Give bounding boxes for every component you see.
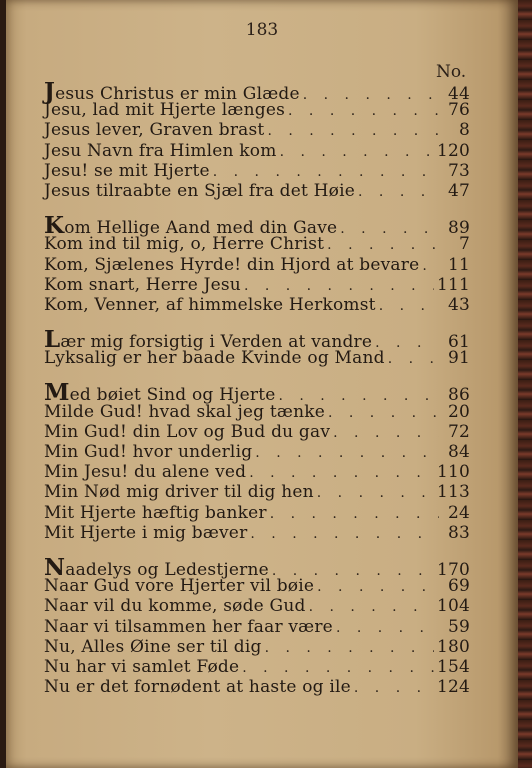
book-edge [518, 0, 532, 768]
hymn-number: 89 [447, 218, 470, 239]
hymn-title [44, 523, 247, 543]
hymn-number: 120 [436, 140, 470, 161]
hymn-title-initial: K [44, 254, 57, 275]
hymn-number: 11 [447, 254, 470, 275]
dot-leader [265, 640, 434, 656]
index-entry [44, 100, 470, 120]
page-number: 183 [245, 20, 279, 40]
hymn-title-initial: M [44, 379, 70, 407]
hymn-title [44, 637, 262, 657]
dot-leader [242, 660, 434, 676]
index-letter-group [44, 553, 470, 698]
hymn-title-initial: M [44, 482, 62, 503]
hymn-title-initial: J [44, 180, 52, 201]
hymn-title-initial: L [44, 326, 61, 354]
hymn-title-text: esu! se mit Hjerte [51, 160, 210, 181]
hymn-title-text: om Hellige Aand med din Gave [64, 218, 338, 239]
hymn-title-text: u, Alles Øine ser til dig [59, 636, 262, 657]
index-entry [44, 657, 470, 677]
hymn-number: 84 [447, 442, 470, 462]
hymn-title-text: om, Sjælenes Hyrde! din Hjord at bevare [56, 254, 420, 275]
index-entry [44, 326, 470, 354]
dot-leader [244, 278, 434, 294]
hymn-title-initial: N [44, 553, 66, 581]
book-page [6, 0, 518, 768]
index-entry [44, 275, 470, 295]
hymn-title-text: ær mig forsigtig i Verden at vandre [60, 332, 373, 353]
index-letter-group [44, 80, 470, 201]
dot-leader [250, 526, 439, 542]
hymn-title [44, 617, 333, 637]
dot-leader [354, 680, 434, 696]
dot-leader [358, 184, 439, 200]
hymn-title-initial: M [44, 502, 62, 523]
hymn-title [44, 442, 252, 462]
hymn-title-text: in Gud! hvor underlig [61, 442, 253, 462]
index-entry [44, 677, 470, 697]
dot-leader [309, 599, 434, 615]
hymn-number: 72 [447, 421, 470, 442]
hymn-number: 24 [447, 502, 470, 523]
hymn-title-text: it Hjerte hæftig banker [61, 502, 267, 523]
hymn-title-text: aar vi tilsammen her faar være [59, 616, 333, 637]
hymn-title-initial: K [44, 274, 57, 295]
hymn-title [44, 596, 306, 616]
hymn-number: 73 [447, 160, 470, 181]
hymn-title-initial: N [44, 596, 60, 617]
index-letter-group [44, 214, 470, 315]
index-entry [44, 141, 470, 161]
index-entry [44, 553, 470, 581]
hymn-title-text: in Jesu! du alene ved [61, 462, 247, 483]
hymn-number: 111 [436, 274, 470, 295]
hymn-title [44, 402, 325, 422]
hymn-title [44, 657, 239, 677]
hymn-number: 43 [447, 294, 470, 315]
hymn-number: 7 [458, 234, 470, 255]
hymn-title-text: in Nød mig driver til dig hen [61, 482, 314, 503]
hymn-title [44, 503, 267, 523]
dot-leader [317, 485, 434, 501]
hymn-title [44, 100, 285, 120]
hymn-number: 86 [447, 385, 470, 406]
dot-leader [336, 620, 439, 636]
dot-leader [317, 579, 439, 595]
hymn-number: 91 [447, 348, 470, 369]
hymn-title-text: aar Gud vore Hjerter vil bøie [59, 576, 315, 597]
hymn-title-text: ilde Gud! hvad skal jeg tænke [61, 401, 325, 422]
hymn-title [44, 462, 246, 482]
hymn-title-initial: M [44, 442, 62, 462]
dot-leader [333, 425, 439, 441]
hymn-title-initial: J [44, 120, 52, 141]
dot-leader [303, 87, 439, 103]
hymn-title-initial: K [44, 212, 65, 240]
hymn-title-initial: J [44, 160, 52, 181]
index-entry [44, 422, 470, 442]
index-entry [44, 348, 470, 368]
hymn-title-text: om ind til mig, o, Herre Christ [56, 234, 325, 255]
hymn-title [44, 677, 351, 697]
index-entry [44, 637, 470, 657]
hymn-index-list [44, 80, 470, 710]
index-entry [44, 503, 470, 523]
hymn-title-initial: N [44, 636, 60, 657]
hymn-number: 69 [447, 576, 470, 597]
hymn-number: 104 [436, 596, 470, 617]
dot-leader [422, 258, 439, 274]
hymn-number: 83 [447, 522, 470, 543]
hymn-title-initial: J [44, 100, 52, 121]
hymn-title-text: esus tilraabte en Sjæl fra det Høie [51, 180, 356, 201]
hymn-title [44, 255, 419, 275]
hymn-title-initial: M [44, 421, 62, 442]
hymn-number: 154 [436, 656, 470, 677]
hymn-number: 110 [436, 462, 470, 483]
hymn-number: 124 [436, 677, 470, 698]
hymn-title [44, 161, 210, 181]
hymn-title-initial: N [44, 616, 60, 637]
index-entry [44, 617, 470, 637]
index-entry [44, 402, 470, 422]
hymn-number: 76 [447, 100, 470, 121]
index-entry [44, 295, 470, 315]
index-entry [44, 462, 470, 482]
index-entry [44, 78, 470, 105]
dot-leader [280, 144, 434, 160]
dot-leader [379, 298, 439, 314]
hymn-number: 113 [436, 482, 470, 503]
hymn-title-text: esus Christus er min Glæde [55, 84, 300, 104]
hymn-title [44, 576, 314, 596]
hymn-number: 44 [447, 84, 470, 104]
hymn-title [44, 422, 330, 442]
index-entry [44, 161, 470, 181]
index-entry [44, 212, 470, 240]
hymn-number: 20 [447, 401, 470, 422]
hymn-title-text: aar vil du komme, søde Gud [59, 596, 306, 617]
hymn-title [44, 141, 277, 161]
dot-leader [340, 221, 439, 237]
hymn-title-text: in Gud! din Lov og Bud du gav [61, 421, 331, 442]
hymn-number: 8 [458, 120, 470, 141]
index-entry [44, 596, 470, 616]
index-letter-group [44, 328, 470, 368]
dot-leader [213, 164, 439, 180]
hymn-title-text: it Hjerte i mig bæver [61, 522, 248, 543]
hymn-title [44, 181, 355, 201]
dot-leader [288, 103, 439, 119]
hymn-title-initial: M [44, 401, 62, 422]
index-entry [44, 181, 470, 201]
index-entry [44, 234, 470, 254]
hymn-title [44, 482, 314, 502]
hymn-title-text: om, Venner, af himmelske Herkomst [56, 294, 376, 315]
index-letter-group [44, 381, 470, 543]
dot-leader [327, 237, 439, 253]
hymn-title-initial: J [44, 140, 52, 161]
dot-leader [267, 123, 439, 139]
hymn-title-initial: M [44, 462, 62, 483]
hymn-title [44, 275, 241, 295]
hymn-number: 61 [447, 332, 470, 353]
hymn-title-initial: N [44, 656, 60, 677]
hymn-title-text: u har vi samlet Føde [59, 656, 240, 677]
index-entry [44, 442, 470, 462]
dot-leader [388, 351, 439, 367]
index-entry [44, 523, 470, 543]
hymn-title-initial: K [44, 234, 57, 255]
hymn-title-initial: L [44, 348, 56, 369]
hymn-title [44, 234, 324, 254]
hymn-title-text: yksalig er her baade Kvinde og Mand [55, 348, 385, 369]
hymn-title-initial: N [44, 576, 60, 597]
hymn-title-initial: J [44, 78, 56, 105]
hymn-title-text: esus lever, Graven brast [51, 120, 265, 141]
index-entry [44, 576, 470, 596]
hymn-title-text: esu, lad mit Hjerte længes [51, 100, 286, 121]
hymn-number: 170 [436, 559, 470, 580]
hymn-title [44, 295, 376, 315]
hymn-number: 47 [447, 180, 470, 201]
hymn-title-initial: M [44, 522, 62, 543]
index-entry [44, 255, 470, 275]
index-entry [44, 482, 470, 502]
hymn-title-initial: N [44, 677, 60, 698]
hymn-number: 59 [447, 616, 470, 637]
hymn-title-text: ed bøiet Sind og Hjerte [69, 385, 276, 406]
index-entry [44, 379, 470, 407]
hymn-title-text: aadelys og Ledestjerne [65, 559, 269, 580]
dot-leader [249, 465, 434, 481]
hymn-title [44, 120, 264, 140]
hymn-title-text: u er det fornødent at haste og ile [59, 677, 351, 698]
hymn-title-initial: K [44, 294, 57, 315]
dot-leader [255, 445, 439, 461]
number-column-header: No. [436, 62, 467, 82]
hymn-title-text: om snart, Herre Jesu [56, 274, 241, 295]
index-entry [44, 120, 470, 140]
hymn-title [44, 348, 385, 368]
hymn-number: 180 [436, 636, 470, 657]
hymn-title-text: esu Navn fra Himlen kom [51, 140, 277, 161]
dot-leader [328, 405, 439, 421]
dot-leader [270, 506, 439, 522]
